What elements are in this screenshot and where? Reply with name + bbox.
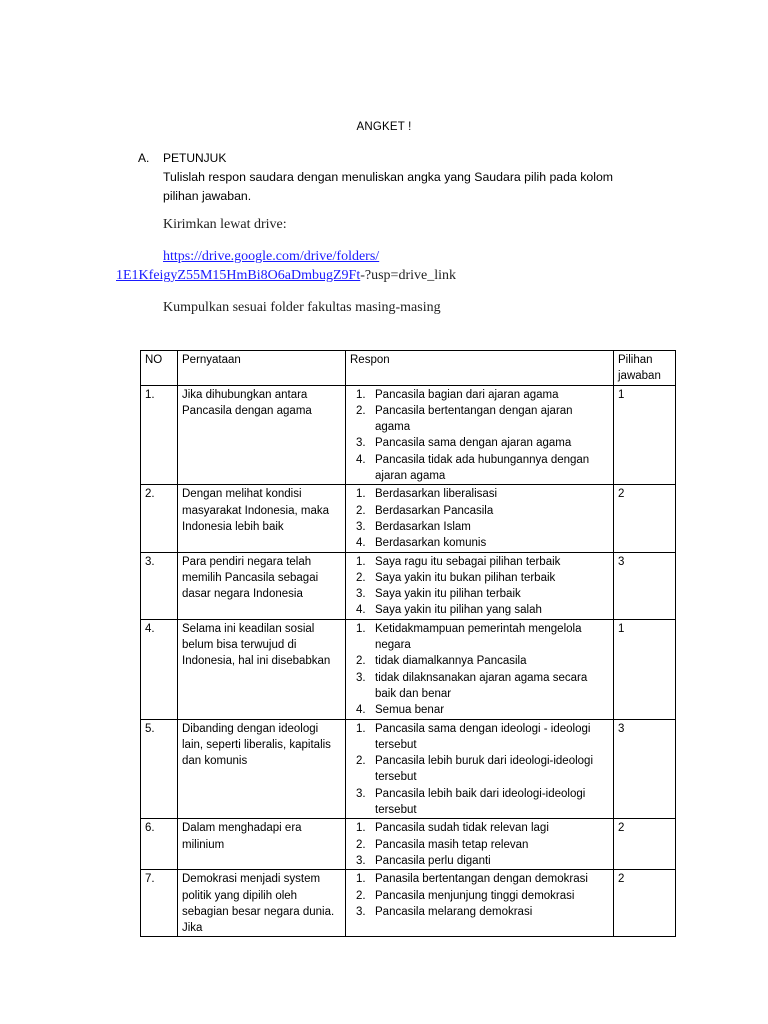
row-responses xyxy=(346,870,614,937)
response-option xyxy=(350,554,609,570)
section-marker: A. xyxy=(138,151,150,165)
row-number: 5. xyxy=(141,719,178,819)
response-option xyxy=(350,721,609,754)
row-number: 1. xyxy=(141,385,178,485)
response-number: 4. xyxy=(356,704,366,717)
response-number: 2. xyxy=(356,889,366,902)
response-text: Panasila bertentangan dengan demokrasi xyxy=(375,873,588,886)
response-option xyxy=(350,586,609,602)
row-statement: Dalam menghadapi era milinium xyxy=(178,819,346,870)
response-list xyxy=(350,486,609,551)
response-option xyxy=(350,753,609,786)
row-responses xyxy=(346,819,614,870)
response-list xyxy=(350,820,609,869)
row-responses xyxy=(346,385,614,485)
response-text: Ketidakmampuan pemerintah mengelola negara xyxy=(375,622,582,652)
response-option xyxy=(350,519,609,535)
drive-link-suffix: -?usp=drive_link xyxy=(360,268,456,283)
response-option xyxy=(350,621,609,654)
table-row xyxy=(141,619,676,719)
row-number: 4. xyxy=(141,619,178,719)
response-list xyxy=(350,871,609,920)
table-row xyxy=(141,552,676,619)
header-no: NO xyxy=(141,351,178,386)
response-number: 1. xyxy=(356,722,366,735)
response-number: 2. xyxy=(356,504,366,517)
response-option xyxy=(350,387,609,403)
collect-instruction: Kumpulkan sesuai folder fakultas masing-masing xyxy=(163,300,441,315)
response-text: Pancasila masih tetap relevan xyxy=(375,838,529,851)
response-text: Saya yakin itu pilihan yang salah xyxy=(375,604,542,617)
response-number: 1. xyxy=(356,622,366,635)
response-number: 3. xyxy=(356,588,366,601)
response-text: Pancasila sudah tidak relevan lagi xyxy=(375,822,549,835)
table-row xyxy=(141,870,676,937)
row-answer: 1 xyxy=(614,619,676,719)
response-option xyxy=(350,535,609,551)
table-row xyxy=(141,819,676,870)
send-instruction: Kirimkan lewat drive: xyxy=(163,217,287,232)
response-text: Pancasila sama dengan ajaran agama xyxy=(375,437,572,450)
response-text: tidak diamalkannya Pancasila xyxy=(375,655,527,668)
response-option xyxy=(350,871,609,887)
document-title: ANGKET ! xyxy=(356,121,412,133)
response-text: Pancasila sama dengan ideologi - ideologi tersebut xyxy=(375,722,591,751)
header-response: Respon xyxy=(346,351,614,386)
response-option xyxy=(350,570,609,586)
response-option xyxy=(350,452,609,485)
response-text: Pancasila menjunjung tinggi demokrasi xyxy=(375,889,575,902)
response-number: 1. xyxy=(356,822,366,835)
header-choice: Pilihan jawaban xyxy=(614,351,676,386)
response-text: Pancasila perlu diganti xyxy=(375,854,491,867)
response-option xyxy=(350,670,609,703)
response-number: 3. xyxy=(356,905,366,918)
response-option xyxy=(350,853,609,869)
row-number: 2. xyxy=(141,485,178,552)
response-text: Saya yakin itu pilihan terbaik xyxy=(375,588,521,601)
response-text: Semua benar xyxy=(375,704,445,717)
response-text: tidak dilaknsanakan ajaran agama secara baik dan benar xyxy=(375,671,588,700)
response-option xyxy=(350,702,609,718)
response-number: 3. xyxy=(356,787,366,800)
row-statement: Dibanding dengan ideologi lain, seperti liberalis, kapitalis dan komunis xyxy=(178,719,346,819)
response-text: Berdasarkan liberalisasi xyxy=(375,488,498,501)
row-responses xyxy=(346,619,614,719)
response-list xyxy=(350,721,609,819)
table-row xyxy=(141,719,676,819)
drive-link-line2 xyxy=(116,268,456,284)
section-heading: PETUNJUK xyxy=(163,151,227,165)
response-option xyxy=(350,435,609,451)
response-text: Berdasarkan Islam xyxy=(375,520,471,533)
questionnaire-table xyxy=(140,350,676,937)
row-answer: 1 xyxy=(614,385,676,485)
row-responses xyxy=(346,719,614,819)
row-statement: Demokrasi menjadi system politik yang dipilih oleh sebagian besar negara dunia. Jika xyxy=(178,870,346,937)
response-option xyxy=(350,486,609,502)
response-number: 1. xyxy=(356,873,366,886)
row-responses xyxy=(346,485,614,552)
response-option xyxy=(350,602,609,618)
table-row xyxy=(141,385,676,485)
response-text: Berdasarkan Pancasila xyxy=(375,504,494,517)
drive-link-part2[interactable]: 1E1KfeigyZ55M15HmBi8O6aDmbugZ9Ft xyxy=(116,268,361,283)
response-number: 1. xyxy=(356,388,366,401)
response-option xyxy=(350,786,609,819)
response-list xyxy=(350,621,609,719)
response-text: Saya ragu itu sebagai pilihan terbaik xyxy=(375,555,561,568)
response-option xyxy=(350,904,609,920)
row-statement: Para pendiri negara telah memilih Pancasila sebagai dasar negara Indonesia xyxy=(178,552,346,619)
row-answer: 3 xyxy=(614,719,676,819)
response-number: 3. xyxy=(356,854,366,867)
drive-link-part1[interactable]: https://drive.google.com/drive/folders/ xyxy=(163,249,380,264)
response-number: 3. xyxy=(356,520,366,533)
row-statement: Jika dihubungkan antara Pancasila dengan agama xyxy=(178,385,346,485)
response-number: 1. xyxy=(356,488,366,501)
response-option xyxy=(350,820,609,836)
response-number: 2. xyxy=(356,755,366,768)
row-answer: 2 xyxy=(614,819,676,870)
table-row xyxy=(141,485,676,552)
response-option xyxy=(350,403,609,436)
response-number: 2. xyxy=(356,655,366,668)
response-list xyxy=(350,387,609,485)
table-body xyxy=(141,385,676,937)
row-responses xyxy=(346,552,614,619)
response-number: 2. xyxy=(356,838,366,851)
response-number: 2. xyxy=(356,404,366,417)
response-option xyxy=(350,888,609,904)
header-statement: Pernyataan xyxy=(178,351,346,386)
response-text: Berdasarkan komunis xyxy=(375,537,487,550)
response-text: Pancasila lebih buruk dari ideologi-ideologi tersebut xyxy=(375,755,594,784)
table-header-row xyxy=(141,351,676,386)
response-number: 2. xyxy=(356,571,366,584)
response-option xyxy=(350,653,609,669)
response-option xyxy=(350,837,609,853)
row-answer: 3 xyxy=(614,552,676,619)
response-number: 4. xyxy=(356,604,366,617)
response-text: Pancasila tidak ada hubungannya dengan ajaran agama xyxy=(375,453,590,483)
row-answer: 2 xyxy=(614,485,676,552)
row-number: 6. xyxy=(141,819,178,870)
row-number: 3. xyxy=(141,552,178,619)
instruction-text: Tulislah respon saudara dengan menuliskan angka yang Saudara pilih pada kolom pilihan jawaban. xyxy=(163,170,614,203)
response-number: 1. xyxy=(356,555,366,568)
response-text: Pancasila melarang demokrasi xyxy=(375,905,533,918)
response-text: Saya yakin itu bukan pilihan terbaik xyxy=(375,571,556,584)
response-number: 3. xyxy=(356,437,366,450)
response-list xyxy=(350,554,609,619)
response-text: Pancasila bertentangan dengan ajaran agama xyxy=(375,404,573,434)
response-number: 4. xyxy=(356,453,366,466)
row-statement: Dengan melihat kondisi masyarakat Indonesia, maka Indonesia lebih baik xyxy=(178,485,346,552)
response-text: Pancasila bagian dari ajaran agama xyxy=(375,388,559,401)
response-text: Pancasila lebih baik dari ideologi-ideologi tersebut xyxy=(375,787,586,817)
response-option xyxy=(350,503,609,519)
response-number: 3. xyxy=(356,671,366,684)
row-answer: 2 xyxy=(614,870,676,937)
row-number: 7. xyxy=(141,870,178,937)
response-number: 4. xyxy=(356,537,366,550)
row-statement: Selama ini keadilan sosial belum bisa terwujud di Indonesia, hal ini disebabkan xyxy=(178,619,346,719)
